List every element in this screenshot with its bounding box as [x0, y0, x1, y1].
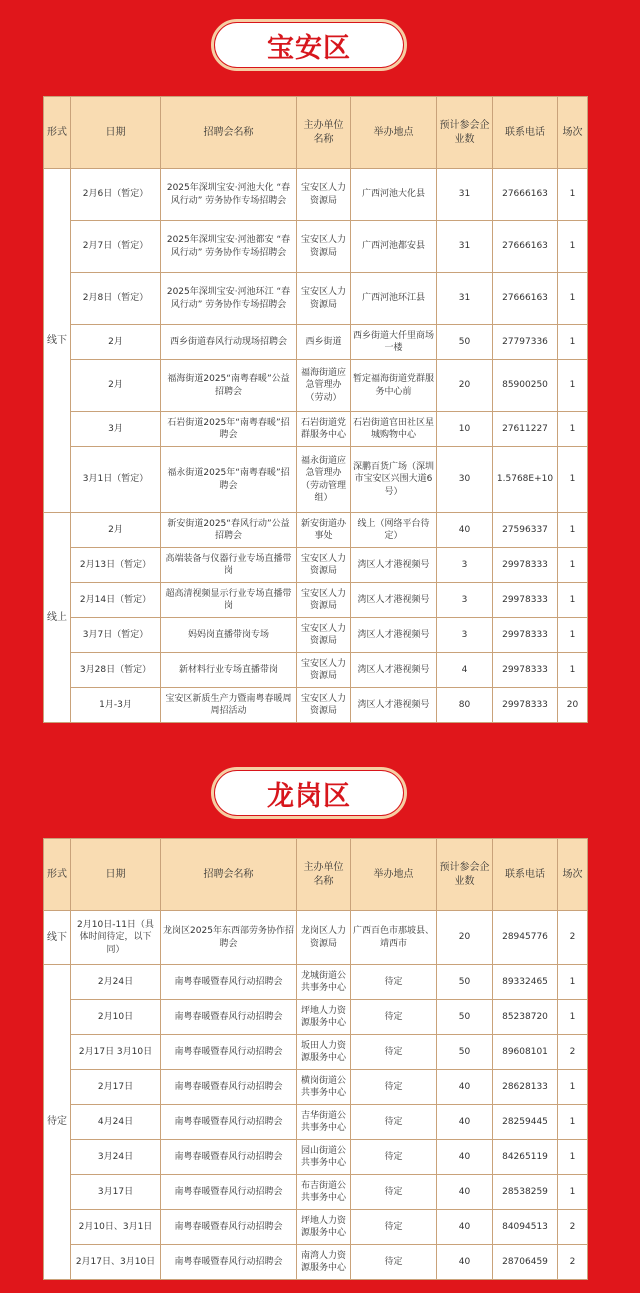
date-cell: 2月24日	[71, 965, 161, 1000]
date-cell: 3月	[71, 412, 161, 447]
company-count-cell: 31	[437, 169, 493, 221]
date-cell: 2月	[71, 513, 161, 548]
phone-cell: 29978333	[493, 653, 558, 688]
host-cell: 福海街道应急管理办（劳动）	[297, 360, 351, 412]
place-cell: 待定	[351, 1175, 437, 1210]
sessions-cell: 1	[558, 548, 588, 583]
column-header: 形式	[44, 839, 71, 911]
date-cell: 2月13日（暂定）	[71, 548, 161, 583]
sessions-cell: 1	[558, 513, 588, 548]
sessions-cell: 1	[558, 412, 588, 447]
date-cell: 3月28日（暂定）	[71, 653, 161, 688]
host-cell: 龙岗区人力资源局	[297, 911, 351, 965]
table-row	[44, 360, 588, 412]
date-cell: 2月7日（暂定）	[71, 221, 161, 273]
table-row	[44, 688, 588, 723]
host-cell: 宝安区人力资源局	[297, 221, 351, 273]
column-header: 主办单位名称	[297, 97, 351, 169]
section-title-inner	[215, 771, 403, 815]
fair-name-cell: 石岩街道2025年“南粤春暖”招聘会	[161, 412, 297, 447]
place-cell: 西乡街道大仟里商场一楼	[351, 325, 437, 360]
host-cell: 横岗街道公共事务中心	[297, 1070, 351, 1105]
place-cell: 待定	[351, 1105, 437, 1140]
host-cell: 宝安区人力资源局	[297, 548, 351, 583]
table-row	[44, 447, 588, 513]
company-count-cell: 40	[437, 1210, 493, 1245]
sessions-cell: 1	[558, 169, 588, 221]
host-cell: 宝安区人力资源局	[297, 273, 351, 325]
company-count-cell: 31	[437, 273, 493, 325]
company-count-cell: 20	[437, 360, 493, 412]
sessions-cell: 1	[558, 1105, 588, 1140]
fair-name-cell: 南粤春暖暨春风行动招聘会	[161, 1175, 297, 1210]
phone-cell: 27666163	[493, 169, 558, 221]
host-cell: 园山街道公共事务中心	[297, 1140, 351, 1175]
phone-cell: 29978333	[493, 688, 558, 723]
table-row	[44, 412, 588, 447]
section-title-badge	[211, 767, 407, 819]
place-cell: 广西百色市那坡县、靖西市	[351, 911, 437, 965]
phone-cell: 85238720	[493, 1000, 558, 1035]
sessions-cell: 2	[558, 1035, 588, 1070]
fair-name-cell: 新安街道2025“春风行动”公益招聘会	[161, 513, 297, 548]
place-cell: 湾区人才港视频号	[351, 688, 437, 723]
place-cell: 待定	[351, 1000, 437, 1035]
date-cell: 2月10日、3月1日	[71, 1210, 161, 1245]
table-row	[44, 221, 588, 273]
table-row	[44, 1070, 588, 1105]
company-count-cell: 40	[437, 1105, 493, 1140]
phone-cell: 29978333	[493, 583, 558, 618]
fair-name-cell: 福永街道2025年“南粤春暖”招聘会	[161, 447, 297, 513]
host-cell: 石岩街道党群服务中心	[297, 412, 351, 447]
table-row	[44, 1245, 588, 1280]
fair-name-cell: 南粤春暖暨春风行动招聘会	[161, 1210, 297, 1245]
date-cell: 3月1日（暂定）	[71, 447, 161, 513]
phone-cell: 89608101	[493, 1035, 558, 1070]
column-header: 主办单位名称	[297, 839, 351, 911]
form-cell: 线下	[44, 169, 71, 513]
table-row	[44, 653, 588, 688]
table-row	[44, 618, 588, 653]
section-title-inner	[215, 23, 403, 67]
table-row	[44, 513, 588, 548]
host-cell: 坂田人力资源服务中心	[297, 1035, 351, 1070]
longgang-table-container	[43, 838, 587, 1280]
phone-cell: 28538259	[493, 1175, 558, 1210]
column-header: 招聘会名称	[161, 839, 297, 911]
phone-cell: 29978333	[493, 548, 558, 583]
company-count-cell: 50	[437, 1035, 493, 1070]
company-count-cell: 20	[437, 911, 493, 965]
column-header: 预计参会企业数	[437, 97, 493, 169]
place-cell: 深鹏百货广场（深圳市宝安区兴围大道6号）	[351, 447, 437, 513]
company-count-cell: 40	[437, 1245, 493, 1280]
header-row	[44, 839, 588, 911]
company-count-cell: 3	[437, 583, 493, 618]
host-cell: 宝安区人力资源局	[297, 688, 351, 723]
phone-cell: 84094513	[493, 1210, 558, 1245]
phone-cell: 28706459	[493, 1245, 558, 1280]
phone-cell: 1.5768E+10	[493, 447, 558, 513]
date-cell: 2月10日-11日（具体时间待定，以下同）	[71, 911, 161, 965]
place-cell: 待定	[351, 965, 437, 1000]
sessions-cell: 1	[558, 360, 588, 412]
place-cell: 待定	[351, 1070, 437, 1105]
fair-name-cell: 南粤春暖暨春风行动招聘会	[161, 1245, 297, 1280]
sessions-cell: 20	[558, 688, 588, 723]
sessions-cell: 2	[558, 911, 588, 965]
sessions-cell: 2	[558, 1245, 588, 1280]
table-row	[44, 1210, 588, 1245]
place-cell: 待定	[351, 1140, 437, 1175]
date-cell: 1月-3月	[71, 688, 161, 723]
host-cell: 宝安区人力资源局	[297, 618, 351, 653]
phone-cell: 27797336	[493, 325, 558, 360]
fair-name-cell: 妈妈岗直播带岗专场	[161, 618, 297, 653]
phone-cell: 27666163	[493, 221, 558, 273]
table-row	[44, 169, 588, 221]
sessions-cell: 1	[558, 618, 588, 653]
host-cell: 南湾人力资源服务中心	[297, 1245, 351, 1280]
phone-cell: 27666163	[493, 273, 558, 325]
sessions-cell: 1	[558, 221, 588, 273]
form-cell: 线上	[44, 513, 71, 723]
table-row	[44, 325, 588, 360]
column-header: 预计参会企业数	[437, 839, 493, 911]
host-cell: 坪地人力资源服务中心	[297, 1000, 351, 1035]
fair-name-cell: 南粤春暖暨春风行动招聘会	[161, 965, 297, 1000]
table-row	[44, 548, 588, 583]
place-cell: 广西河池大化县	[351, 169, 437, 221]
section-title: 宝安区	[267, 32, 351, 64]
column-header: 招聘会名称	[161, 97, 297, 169]
column-header: 场次	[558, 839, 588, 911]
company-count-cell: 4	[437, 653, 493, 688]
host-cell: 宝安区人力资源局	[297, 169, 351, 221]
place-cell: 湾区人才港视频号	[351, 583, 437, 618]
phone-cell: 28945776	[493, 911, 558, 965]
phone-cell: 28259445	[493, 1105, 558, 1140]
table-row	[44, 1175, 588, 1210]
fair-name-cell: 南粤春暖暨春风行动招聘会	[161, 1035, 297, 1070]
table-row	[44, 911, 588, 965]
phone-cell: 27611227	[493, 412, 558, 447]
company-count-cell: 40	[437, 1070, 493, 1105]
company-count-cell: 40	[437, 1140, 493, 1175]
fair-name-cell: 2025年深圳宝安·河池都安 “春风行动” 劳务协作专场招聘会	[161, 221, 297, 273]
place-cell: 湾区人才港视频号	[351, 618, 437, 653]
date-cell: 3月7日（暂定）	[71, 618, 161, 653]
fair-name-cell: 2025年深圳宝安·河池环江 “春风行动” 劳务协作专场招聘会	[161, 273, 297, 325]
sessions-cell: 1	[558, 1140, 588, 1175]
place-cell: 湾区人才港视频号	[351, 653, 437, 688]
phone-cell: 28628133	[493, 1070, 558, 1105]
company-count-cell: 10	[437, 412, 493, 447]
sessions-cell: 1	[558, 965, 588, 1000]
company-count-cell: 40	[437, 1175, 493, 1210]
sessions-cell: 1	[558, 325, 588, 360]
phone-cell: 89332465	[493, 965, 558, 1000]
longgang-job-fair-table	[43, 838, 588, 1280]
host-cell: 福永街道应急管理办（劳动管理组）	[297, 447, 351, 513]
section-title: 龙岗区	[267, 780, 351, 812]
host-cell: 宝安区人力资源局	[297, 653, 351, 688]
company-count-cell: 50	[437, 965, 493, 1000]
sessions-cell: 1	[558, 583, 588, 618]
place-cell: 湾区人才港视频号	[351, 548, 437, 583]
company-count-cell: 30	[437, 447, 493, 513]
column-header: 联系电话	[493, 839, 558, 911]
fair-name-cell: 宝安区新质生产力暨南粤春暖周周招活动	[161, 688, 297, 723]
fair-name-cell: 南粤春暖暨春风行动招聘会	[161, 1000, 297, 1035]
date-cell: 3月24日	[71, 1140, 161, 1175]
sessions-cell: 1	[558, 273, 588, 325]
baoan-job-fair-table	[43, 96, 588, 723]
date-cell: 2月17日、3月10日	[71, 1245, 161, 1280]
host-cell: 布吉街道公共事务中心	[297, 1175, 351, 1210]
sessions-cell: 1	[558, 447, 588, 513]
table-row	[44, 583, 588, 618]
form-cell: 线下	[44, 911, 71, 965]
fair-name-cell: 高端装备与仪器行业专场直播带岗	[161, 548, 297, 583]
date-cell: 2月10日	[71, 1000, 161, 1035]
date-cell: 2月6日（暂定）	[71, 169, 161, 221]
sessions-cell: 1	[558, 1000, 588, 1035]
place-cell: 广西河池都安县	[351, 221, 437, 273]
table-row	[44, 1035, 588, 1070]
table-row	[44, 1000, 588, 1035]
date-cell: 2月8日（暂定）	[71, 273, 161, 325]
company-count-cell: 3	[437, 618, 493, 653]
column-header: 日期	[71, 839, 161, 911]
fair-name-cell: 西乡街道春风行动现场招聘会	[161, 325, 297, 360]
host-cell: 新安街道办事处	[297, 513, 351, 548]
phone-cell: 84265119	[493, 1140, 558, 1175]
fair-name-cell: 龙岗区2025年东西部劳务协作招聘会	[161, 911, 297, 965]
fair-name-cell: 2025年深圳宝安·河池大化 “春风行动” 劳务协作专场招聘会	[161, 169, 297, 221]
place-cell: 石岩街道官田社区星城购物中心	[351, 412, 437, 447]
fair-name-cell: 南粤春暖暨春风行动招聘会	[161, 1105, 297, 1140]
form-cell: 待定	[44, 965, 71, 1280]
phone-cell: 27596337	[493, 513, 558, 548]
host-cell: 西乡街道	[297, 325, 351, 360]
section-title-badge	[211, 19, 407, 71]
column-header: 举办地点	[351, 97, 437, 169]
fair-name-cell: 超高清视频显示行业专场直播带岗	[161, 583, 297, 618]
sessions-cell: 1	[558, 1070, 588, 1105]
sessions-cell: 1	[558, 1175, 588, 1210]
place-cell: 待定	[351, 1035, 437, 1070]
fair-name-cell: 南粤春暖暨春风行动招聘会	[161, 1070, 297, 1105]
host-cell: 宝安区人力资源局	[297, 583, 351, 618]
table-row	[44, 1140, 588, 1175]
table-row	[44, 273, 588, 325]
date-cell: 2月14日（暂定）	[71, 583, 161, 618]
company-count-cell: 3	[437, 548, 493, 583]
date-cell: 2月	[71, 325, 161, 360]
fair-name-cell: 新材料行业专场直播带岗	[161, 653, 297, 688]
phone-cell: 29978333	[493, 618, 558, 653]
date-cell: 3月17日	[71, 1175, 161, 1210]
fair-name-cell: 福海街道2025“南粤春暖”公益招聘会	[161, 360, 297, 412]
date-cell: 2月	[71, 360, 161, 412]
fair-name-cell: 南粤春暖暨春风行动招聘会	[161, 1140, 297, 1175]
host-cell: 龙城街道公共事务中心	[297, 965, 351, 1000]
host-cell: 坪地人力资源服务中心	[297, 1210, 351, 1245]
place-cell: 线上（网络平台待定）	[351, 513, 437, 548]
phone-cell: 85900250	[493, 360, 558, 412]
column-header: 联系电话	[493, 97, 558, 169]
company-count-cell: 50	[437, 1000, 493, 1035]
table-row	[44, 965, 588, 1000]
company-count-cell: 80	[437, 688, 493, 723]
host-cell: 吉华街道公共事务中心	[297, 1105, 351, 1140]
column-header: 场次	[558, 97, 588, 169]
company-count-cell: 31	[437, 221, 493, 273]
place-cell: 暂定福海街道党群服务中心前	[351, 360, 437, 412]
sessions-cell: 2	[558, 1210, 588, 1245]
company-count-cell: 50	[437, 325, 493, 360]
date-cell: 2月17日	[71, 1070, 161, 1105]
table-row	[44, 1105, 588, 1140]
column-header: 形式	[44, 97, 71, 169]
column-header: 举办地点	[351, 839, 437, 911]
date-cell: 4月24日	[71, 1105, 161, 1140]
baoan-table-container	[43, 96, 587, 723]
column-header: 日期	[71, 97, 161, 169]
place-cell: 待定	[351, 1210, 437, 1245]
place-cell: 广西河池环江县	[351, 273, 437, 325]
date-cell: 2月17日 3月10日	[71, 1035, 161, 1070]
company-count-cell: 40	[437, 513, 493, 548]
place-cell: 待定	[351, 1245, 437, 1280]
sessions-cell: 1	[558, 653, 588, 688]
header-row	[44, 97, 588, 169]
